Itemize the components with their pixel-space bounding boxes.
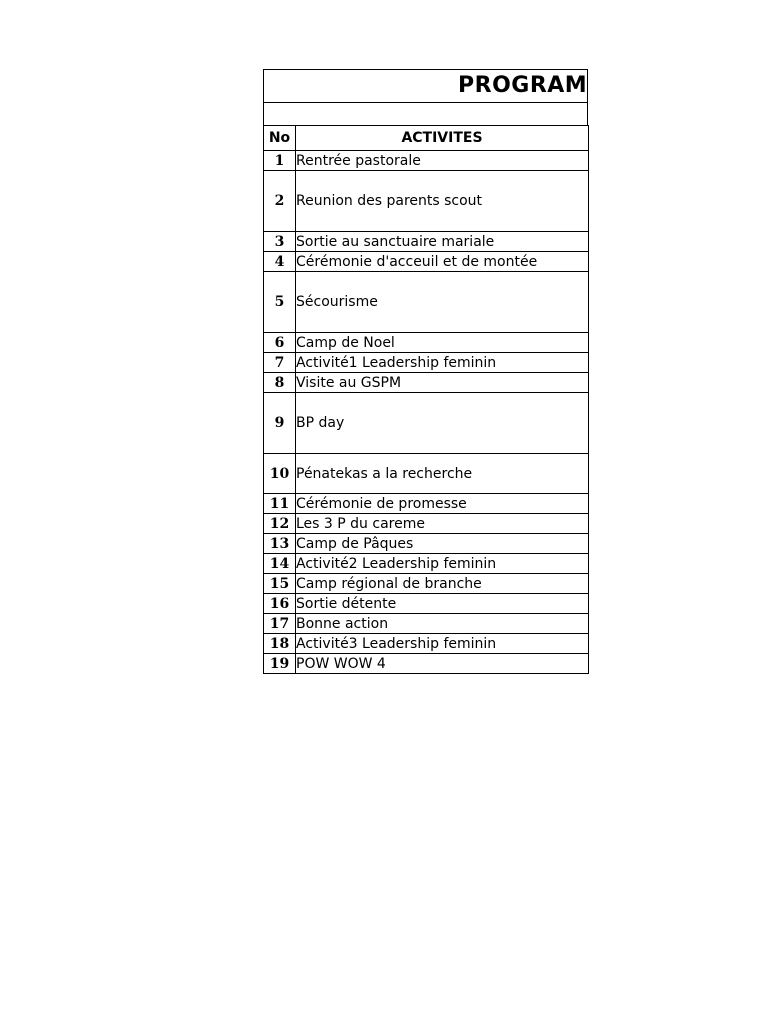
table-row xyxy=(264,272,589,333)
row-number: 13 xyxy=(264,534,296,554)
row-activity: Rentrée pastorale xyxy=(296,151,589,171)
row-number: 18 xyxy=(264,634,296,654)
row-number: 2 xyxy=(264,171,296,232)
table-row xyxy=(264,454,589,494)
activities-table xyxy=(263,125,589,674)
table-row xyxy=(264,574,589,594)
header-activities: ACTIVITES xyxy=(296,126,589,151)
row-activity: Activité2 Leadership feminin xyxy=(296,554,589,574)
table-row xyxy=(264,353,589,373)
table-row xyxy=(264,514,589,534)
table-row xyxy=(264,614,589,634)
row-number: 7 xyxy=(264,353,296,373)
table-row xyxy=(264,554,589,574)
program-sheet xyxy=(263,69,588,674)
table-row xyxy=(264,534,589,554)
row-number: 4 xyxy=(264,252,296,272)
row-activity: Sécourisme xyxy=(296,272,589,333)
row-number: 1 xyxy=(264,151,296,171)
row-number: 16 xyxy=(264,594,296,614)
header-no: No xyxy=(264,126,296,151)
row-activity: Camp régional de branche xyxy=(296,574,589,594)
table-row xyxy=(264,333,589,353)
row-number: 5 xyxy=(264,272,296,333)
row-activity: Sortie détente xyxy=(296,594,589,614)
table-row xyxy=(264,232,589,252)
row-activity: POW WOW 4 xyxy=(296,654,589,674)
row-activity: Cérémonie de promesse xyxy=(296,494,589,514)
row-number: 3 xyxy=(264,232,296,252)
table-row xyxy=(264,494,589,514)
row-number: 8 xyxy=(264,373,296,393)
table-row xyxy=(264,393,589,454)
table-row xyxy=(264,151,589,171)
row-activity: Activité1 Leadership feminin xyxy=(296,353,589,373)
row-number: 17 xyxy=(264,614,296,634)
table-row xyxy=(264,373,589,393)
row-number: 14 xyxy=(264,554,296,574)
sheet-title: PROGRAM xyxy=(458,73,588,98)
row-activity: BP day xyxy=(296,393,589,454)
row-number: 11 xyxy=(264,494,296,514)
row-activity: Activité3 Leadership feminin xyxy=(296,634,589,654)
row-number: 9 xyxy=(264,393,296,454)
table-row xyxy=(264,634,589,654)
title-cell xyxy=(263,69,588,103)
row-activity: Pénatekas a la recherche xyxy=(296,454,589,494)
row-activity: Camp de Noel xyxy=(296,333,589,353)
row-number: 10 xyxy=(264,454,296,494)
header-row xyxy=(264,126,589,151)
blank-row xyxy=(263,103,588,125)
row-number: 19 xyxy=(264,654,296,674)
table-row xyxy=(264,171,589,232)
row-activity: Bonne action xyxy=(296,614,589,634)
table-row xyxy=(264,594,589,614)
row-activity: Reunion des parents scout xyxy=(296,171,589,232)
row-activity: Visite au GSPM xyxy=(296,373,589,393)
row-activity: Camp de Pâques xyxy=(296,534,589,554)
row-activity: Sortie au sanctuaire mariale xyxy=(296,232,589,252)
row-activity: Cérémonie d'acceuil et de montée xyxy=(296,252,589,272)
row-number: 15 xyxy=(264,574,296,594)
row-number: 6 xyxy=(264,333,296,353)
table-row xyxy=(264,654,589,674)
table-row xyxy=(264,252,589,272)
row-activity: Les 3 P du careme xyxy=(296,514,589,534)
row-number: 12 xyxy=(264,514,296,534)
